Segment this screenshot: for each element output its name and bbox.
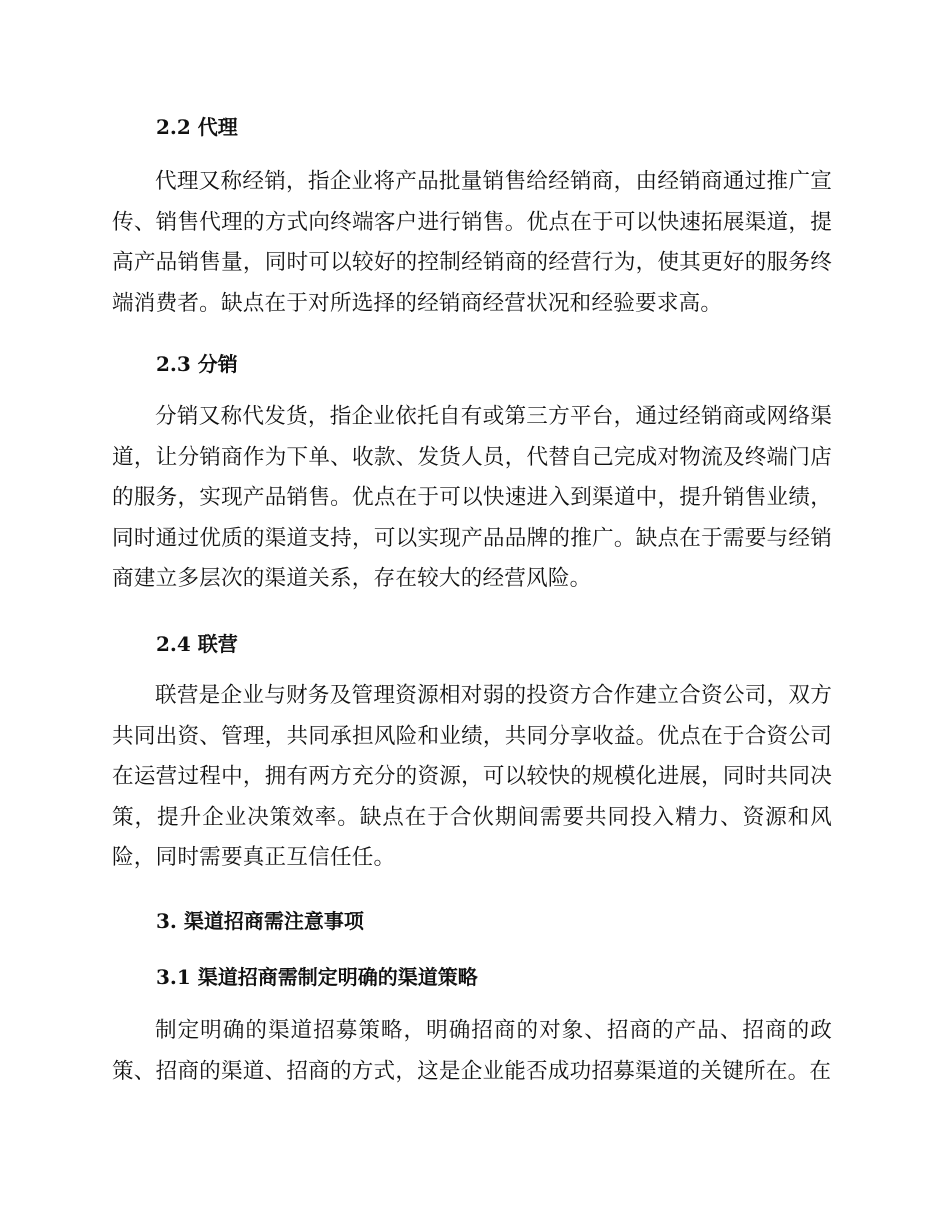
section-heading-2-2: 2.2 代理 [156,115,238,139]
section-paragraph-2-2: 代理又称经销，指企业将产品批量销售给经销商，由经销商通过推广宣传、销售代理的方式向终端客户进行销售。优点在于可以快速拓展渠道，提高产品销售量，同时可以较好的控制经销商的经营行为，使其更好的服务终端消费者。缺点在于对所选择的经销商经营状况和经验要求高。 [112,169,832,316]
section-heading-3-1: 3.1 渠道招商需制定明确的渠道策略 [156,965,478,989]
section-paragraph-2-4: 联营是企业与财务及管理资源相对弱的投资方合作建立合资公司，双方共同出资、管理，共同承担风险和业绩，共同分享收益。优点在于合资公司在运营过程中，拥有两方充分的资源，可以较快的规模化进展，同时共同决策，提升企业决策效率。缺点在于合伙期间需要共同投入精力、资源和风险，同时需要真正互信任任。 [112,683,832,870]
section-heading-3: 3. 渠道招商需注意事项 [156,909,364,933]
section-paragraph-3-1: 制定明确的渠道招募策略，明确招商的对象、招商的产品、招商的政策、招商的渠道、招商的方式，这是企业能否成功招募渠道的关键所在。在 [112,1018,832,1084]
section-heading-2-4: 2.4 联营 [156,632,238,656]
section-heading-2-3: 2.3 分销 [156,352,238,376]
section-paragraph-2-3: 分销又称代发货，指企业依托自有或第三方平台，通过经销商或网络渠道，让分销商作为下单、收款、发货人员，代替自己完成对物流及终端门店的服务，实现产品销售。优点在于可以快速进入到渠道中，提升销售业绩，同时通过优质的渠道支持，可以实现产品品牌的推广。缺点在于需要与经销商建立多层次的渠道关系，存在较大的经营风险。 [112,404,832,591]
